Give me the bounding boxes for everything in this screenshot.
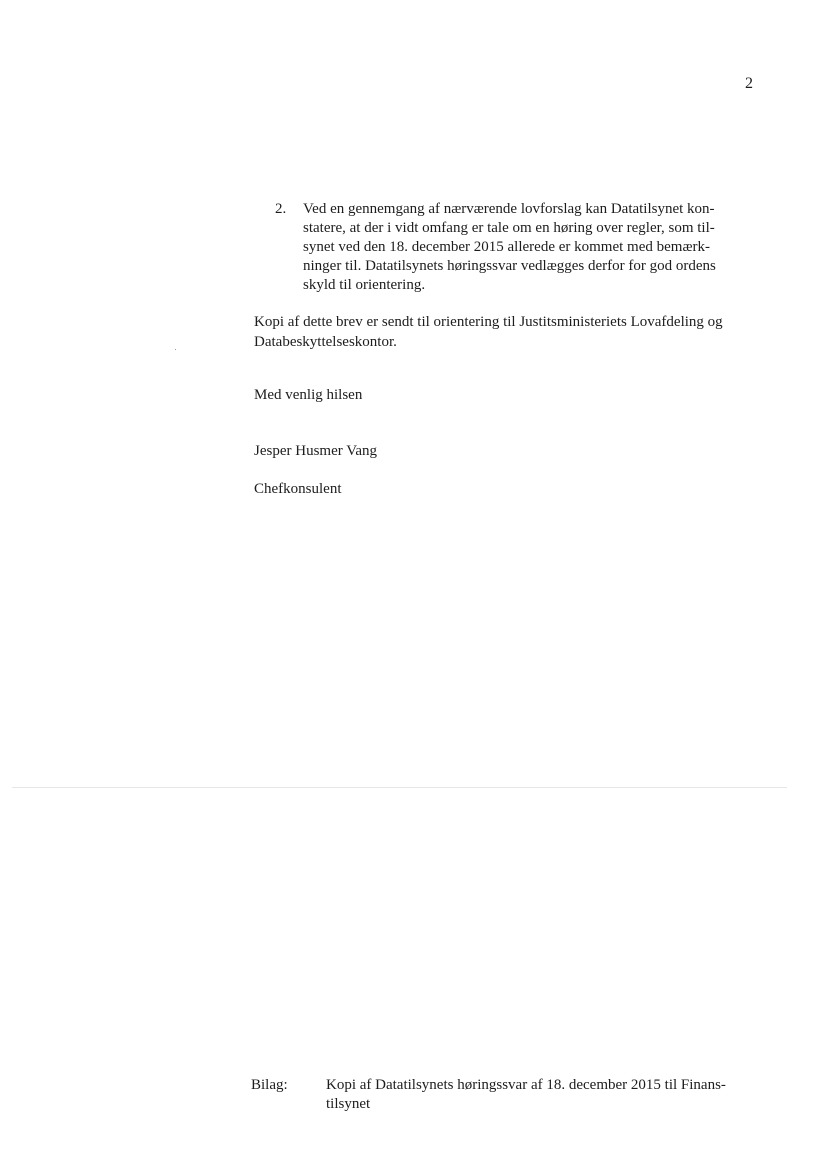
attachment-line: tilsynet — [326, 1096, 371, 1112]
list-item-line: synet ved den 18. december 2015 allerede er kommet med bemærk- — [303, 239, 710, 255]
attachment-line: Kopi af Datatilsynets høringssvar af 18. december 2015 til Finans- — [326, 1077, 726, 1093]
scan-divider-line — [12, 787, 787, 788]
copy-paragraph-line: Kopi af dette brev er sendt til orientering til Justitsministeriets Lovafdeling og — [254, 314, 723, 330]
copy-paragraph — [254, 312, 723, 352]
list-item-line: skyld til orientering. — [303, 277, 426, 293]
closing-greeting: Med venlig hilsen — [254, 387, 363, 403]
attachment-note — [251, 1076, 771, 1114]
list-item-line: ninger til. Datatilsynets høringssvar vedlægges derfor for god ordens — [303, 258, 716, 274]
list-item — [275, 200, 755, 295]
list-item-line: statere, at der i vidt omfang er tale om en høring over regler, som til- — [303, 220, 715, 236]
page-number: 2 — [745, 75, 753, 92]
signer-title: Chefkonsulent — [254, 481, 342, 497]
list-item-text — [303, 200, 755, 295]
list-item-number: 2. — [275, 201, 287, 217]
list-item-line: Ved en gennemgang af nærværende lovforslag kan Datatilsynet kon- — [303, 201, 715, 217]
copy-paragraph-line: Databeskyttelseskontor. — [254, 334, 397, 350]
scan-speck — [175, 349, 176, 350]
signer-name: Jesper Husmer Vang — [254, 443, 378, 459]
attachment-text — [326, 1076, 771, 1114]
attachment-label: Bilag: — [251, 1077, 288, 1093]
